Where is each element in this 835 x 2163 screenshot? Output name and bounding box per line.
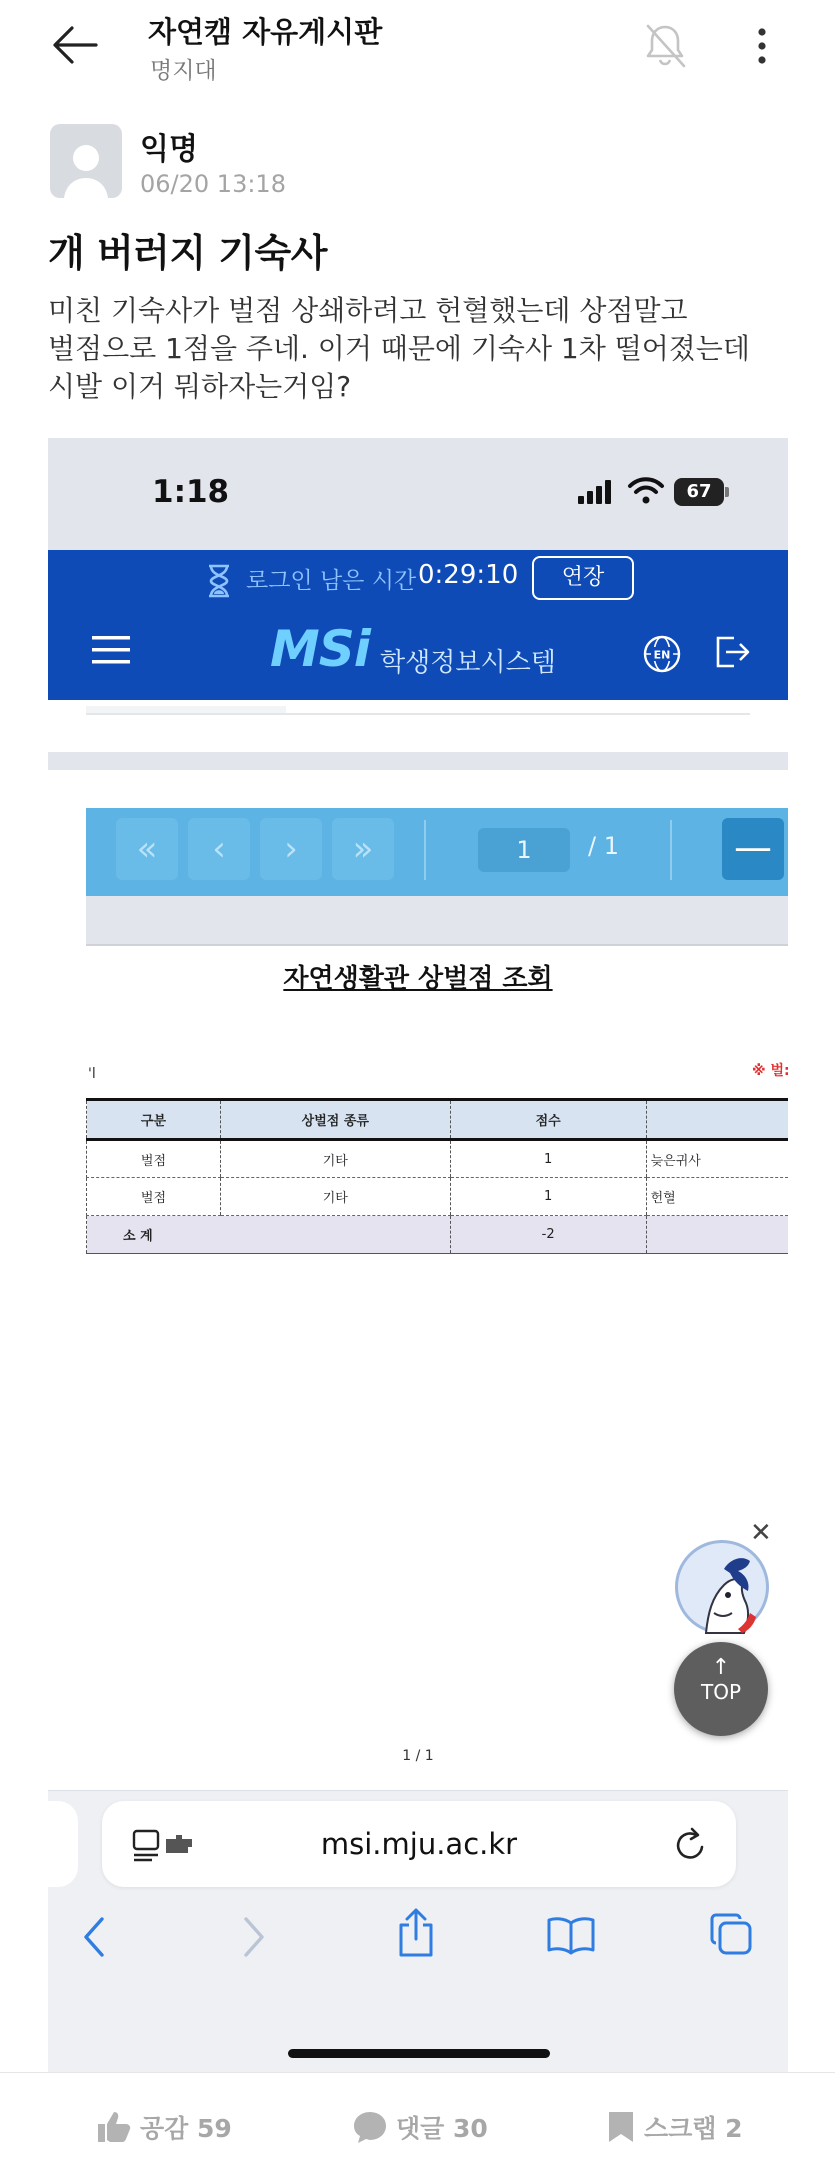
avatar [50, 124, 122, 198]
chevron-right-icon[interactable]: › [794, 820, 810, 866]
tabs-icon[interactable] [708, 1911, 754, 1961]
hamburger-menu-icon[interactable] [92, 634, 130, 670]
top-label: TOP [700, 1680, 742, 1704]
scrap-button[interactable] [606, 2109, 743, 2145]
home-indicator [288, 2049, 550, 2058]
safari-toolbar [48, 1790, 788, 2078]
comment-label: 댓글 30 [396, 2114, 488, 2143]
next-page-button[interactable]: › [260, 818, 322, 880]
bookmark-icon [606, 2110, 636, 2144]
bookmarks-icon[interactable] [546, 1915, 596, 1959]
browser-forward-icon[interactable] [240, 1915, 268, 1963]
bell-off-icon[interactable] [640, 20, 690, 70]
app-header [0, 0, 835, 110]
like-button[interactable] [96, 2109, 232, 2145]
mascot-avatar[interactable] [675, 1540, 769, 1634]
reload-icon[interactable] [672, 1825, 708, 1867]
login-time-label: 로그인 남은 시간 [246, 568, 417, 594]
status-time: 1:18 [152, 474, 230, 510]
toolbar-separator [670, 820, 672, 880]
hourglass-icon [206, 564, 232, 602]
table-cell: 헌혈 [646, 1178, 788, 1216]
table-cell: 기타 [220, 1140, 450, 1178]
table-cell: 늦은귀사 [646, 1140, 788, 1178]
post-title: 개 버러지 기숙사 [48, 231, 327, 275]
post-time: 06/20 13:18 [140, 170, 286, 198]
toolbar-separator [424, 820, 426, 880]
last-page-button[interactable]: » [332, 818, 394, 880]
document-mark: 'l [88, 1066, 96, 1082]
login-timer: 0:29:10 [418, 560, 519, 590]
cellular-signal-icon [578, 480, 614, 508]
scrap-label: 스크랩 2 [644, 2114, 743, 2143]
phone-status-bar [48, 438, 788, 550]
pdf-subbar [86, 896, 788, 946]
comment-button[interactable] [352, 2109, 488, 2145]
document-note: ※ 벌: [752, 1063, 790, 1079]
share-icon[interactable] [396, 1907, 436, 1963]
subtotal-value: -2 [450, 1216, 646, 1254]
table-header: 구분 [87, 1100, 221, 1140]
zoom-out-button[interactable]: — [722, 818, 784, 880]
table-cell: 기타 [220, 1178, 450, 1216]
globe-language-label: EN [653, 648, 671, 662]
merit-demerit-table [86, 1098, 788, 1254]
attached-screenshot[interactable] [48, 438, 810, 2078]
document-title: 자연생활관 상벌점 조회 [283, 964, 553, 994]
table-row [87, 1178, 789, 1216]
table-cell: 1 [450, 1140, 646, 1178]
comment-icon [352, 2110, 388, 2144]
back-arrow-icon[interactable] [50, 22, 100, 68]
wifi-icon [628, 476, 664, 508]
previous-tab-edge[interactable] [48, 1801, 78, 1887]
tab-indicator [86, 706, 286, 713]
page-total: / 1 [588, 832, 619, 860]
msi-logo-subtitle: 학생정보시스템 [380, 648, 556, 678]
table-cell [646, 1216, 788, 1254]
table-row [87, 1140, 789, 1178]
table-cell: 1 [450, 1178, 646, 1216]
board-subtitle: 명지대 [150, 58, 217, 84]
post-body-line: 벌점으로 1점을 주네. 이거 때문에 기숙사 1차 떨어졌는데 [48, 332, 750, 365]
table-header [646, 1100, 788, 1140]
bottom-action-bar [0, 2072, 835, 2163]
author-name: 익명 [140, 132, 198, 167]
msi-logo: MSi [270, 620, 370, 678]
arrow-up-icon: ↑ [711, 1655, 731, 1680]
post-body-line: 시발 이거 뭐하자는거임? [48, 370, 352, 403]
table-header: 상벌점 종류 [220, 1100, 450, 1140]
like-label: 공감 59 [140, 2114, 232, 2143]
subtotal-row [87, 1216, 789, 1254]
logout-icon[interactable] [712, 632, 750, 676]
thumbs-up-icon [96, 2110, 132, 2144]
page-number-input[interactable]: 1 [478, 828, 570, 872]
close-icon[interactable]: ✕ [750, 1518, 772, 1548]
pdf-toolbar [86, 808, 810, 896]
subtotal-label: 소 계 [87, 1216, 451, 1254]
url-text[interactable]: msi.mju.ac.kr [320, 1827, 518, 1861]
post-body [48, 292, 788, 406]
table-header-row [87, 1100, 789, 1140]
more-vertical-icon[interactable] [752, 24, 772, 68]
globe-language-icon[interactable] [642, 634, 682, 678]
board-title: 자연캠 자유게시판 [148, 15, 383, 49]
divider [86, 713, 750, 715]
battery-nub [725, 487, 729, 497]
scroll-top-button[interactable] [674, 1642, 768, 1736]
extend-session-button[interactable]: 연장 [532, 556, 634, 600]
post-body-line: 미친 기숙사가 벌점 상쇄하려고 헌혈했는데 상점말고 [48, 294, 688, 327]
prev-page-button[interactable]: ‹ [188, 818, 250, 880]
table-cell: 벌점 [87, 1178, 221, 1216]
url-bar[interactable] [102, 1801, 736, 1887]
page-indicator: 1 / 1 [402, 1748, 434, 1764]
browser-back-icon[interactable] [80, 1915, 108, 1963]
battery-icon: 67 [674, 478, 724, 506]
divider-band [48, 752, 788, 770]
table-header: 점수 [450, 1100, 646, 1140]
msi-header [48, 550, 788, 700]
table-cell: 벌점 [87, 1140, 221, 1178]
first-page-button[interactable]: « [116, 818, 178, 880]
